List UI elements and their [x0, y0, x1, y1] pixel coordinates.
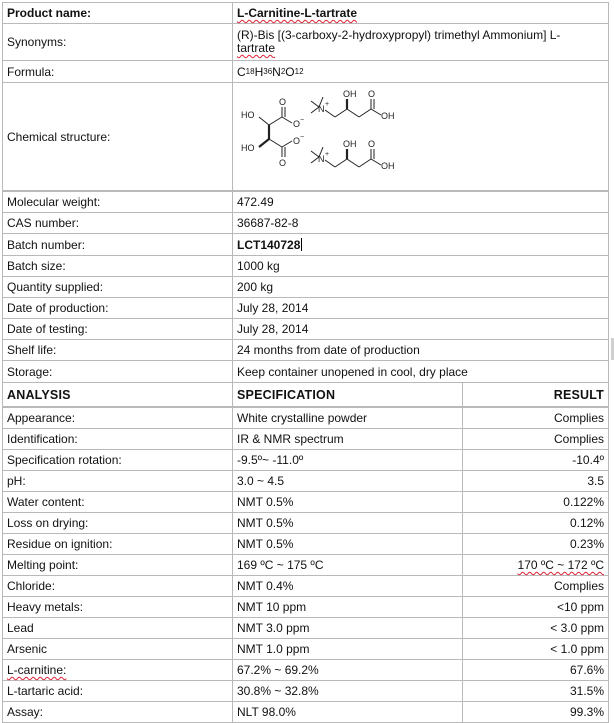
- info-label: Batch size:: [2, 256, 233, 276]
- info-value[interactable]: July 28, 2014: [233, 319, 609, 339]
- analysis-spec[interactable]: NMT 0.5%: [233, 492, 463, 512]
- analysis-result[interactable]: 99.3%: [569, 705, 604, 719]
- atom-oh-3: OH: [343, 138, 357, 149]
- info-label: Quantity supplied:: [2, 277, 233, 297]
- analysis-label: pH:: [7, 474, 26, 488]
- analysis-row: [2, 513, 609, 534]
- synonyms-line-2: tartrate: [237, 41, 276, 55]
- analysis-label: Lead: [7, 621, 34, 635]
- analysis-result[interactable]: 67.6%: [569, 663, 604, 677]
- analysis-label: Chloride:: [7, 579, 56, 593]
- synonyms-label: Synonyms:: [2, 24, 233, 60]
- analysis-label: L-carnitine:: [7, 663, 67, 677]
- product-name-value[interactable]: L-Carnitine-L-tartrate: [237, 6, 358, 20]
- analysis-result[interactable]: < 3.0 ppm: [550, 621, 604, 635]
- formula-value[interactable]: [233, 61, 609, 82]
- analysis-result[interactable]: Complies: [553, 411, 604, 425]
- analysis-label: Loss on drying:: [7, 516, 89, 530]
- chemical-structure-image[interactable]: [237, 87, 437, 187]
- info-label: Shelf life:: [2, 340, 233, 360]
- analysis-label: Arsenic: [7, 642, 48, 656]
- analysis-spec[interactable]: NMT 10 ppm: [233, 597, 463, 617]
- analysis-spec[interactable]: White crystalline powder: [233, 408, 463, 428]
- analysis-label: Residue on ignition:: [7, 537, 113, 551]
- charge-minus-1: −: [300, 116, 305, 124]
- analysis-row: [2, 492, 609, 513]
- analysis-result[interactable]: 0.12%: [569, 516, 604, 530]
- info-label: Storage:: [2, 361, 233, 382]
- analysis-row: [2, 597, 609, 618]
- info-value[interactable]: 200 kg: [233, 277, 609, 297]
- atom-o-3: O: [368, 88, 376, 99]
- info-value[interactable]: 36687-82-8: [233, 213, 609, 233]
- tartrate-structure: [259, 107, 292, 157]
- charge-plus-2: +: [325, 150, 330, 158]
- analysis-label: Assay:: [7, 705, 44, 719]
- analysis-spec[interactable]: NMT 0.4%: [233, 576, 463, 596]
- info-rows: [2, 191, 609, 383]
- analysis-label: Melting point:: [7, 558, 79, 572]
- analysis-spec[interactable]: 169 ºC ~ 175 ºC: [233, 555, 463, 575]
- atom-o-2: O: [279, 157, 287, 168]
- analysis-result[interactable]: 3.5: [587, 474, 604, 488]
- analysis-spec[interactable]: 30.8% ~ 32.8%: [233, 681, 463, 701]
- analysis-row: [2, 702, 609, 723]
- analysis-row: [2, 534, 609, 555]
- atom-oh-2: OH: [381, 110, 395, 121]
- analysis-row: [2, 471, 609, 492]
- formula-c-count: 18: [245, 67, 255, 76]
- coa-document: [2, 2, 609, 723]
- info-label: CAS number:: [2, 213, 233, 233]
- info-value[interactable]: 1000 kg: [233, 256, 609, 276]
- analysis-result[interactable]: < 1.0 ppm: [550, 642, 604, 656]
- analysis-spec[interactable]: NMT 0.5%: [233, 513, 463, 533]
- charge-minus-2: −: [300, 133, 305, 141]
- info-row-cas-number: [2, 213, 609, 234]
- product-name-row: [2, 2, 609, 24]
- analysis-header: ANALYSIS: [2, 383, 233, 406]
- analysis-label: Identification:: [7, 432, 78, 446]
- analysis-row: [2, 407, 609, 429]
- analysis-spec[interactable]: IR & NMR spectrum: [233, 429, 463, 449]
- formula-o-count: 12: [294, 67, 304, 76]
- info-row-shelf-life: [2, 340, 609, 361]
- analysis-result[interactable]: Complies: [553, 432, 604, 446]
- formula-o: O: [285, 64, 295, 79]
- analysis-spec[interactable]: NLT 98.0%: [233, 702, 463, 722]
- info-value[interactable]: 24 months from date of production: [233, 340, 609, 360]
- analysis-label: L-tartaric acid:: [7, 684, 84, 698]
- analysis-result[interactable]: 0.122%: [563, 495, 604, 509]
- text-cursor: [301, 238, 302, 251]
- formula-h-count: 36: [263, 67, 273, 76]
- analysis-result[interactable]: 170 ºC ~ 172 ºC: [517, 558, 604, 572]
- formula-label: Formula:: [2, 61, 233, 82]
- atom-oh-4: OH: [381, 160, 395, 171]
- atom-o-minus-2: O: [293, 135, 301, 146]
- info-label: Date of production:: [2, 298, 233, 318]
- analysis-label: Appearance:: [7, 411, 76, 425]
- analysis-row: [2, 429, 609, 450]
- analysis-row: [2, 450, 609, 471]
- analysis-spec[interactable]: NMT 0.5%: [233, 534, 463, 554]
- analysis-result[interactable]: 0.23%: [569, 537, 604, 551]
- analysis-label: Water content:: [7, 495, 85, 509]
- charge-plus-1: +: [325, 100, 330, 108]
- synonyms-row: [2, 24, 609, 61]
- specification-header: SPECIFICATION: [233, 383, 463, 406]
- analysis-row: [2, 576, 609, 597]
- info-row-quantity-supplied: [2, 277, 609, 298]
- analysis-rows: [2, 407, 609, 723]
- info-row-date-of-production: [2, 298, 609, 319]
- formula-c: C: [237, 64, 246, 79]
- analysis-result[interactable]: 31.5%: [569, 684, 604, 698]
- atom-o-4: O: [368, 138, 376, 149]
- synonyms-line-1: (R)-Bis [(3-carboxy-2-hydroxypropyl) trimethyl Ammonium] L-: [237, 28, 561, 42]
- analysis-spec[interactable]: 67.2% ~ 69.2%: [233, 660, 463, 680]
- atom-o-1: O: [279, 96, 287, 107]
- analysis-row: [2, 660, 609, 681]
- formula-n-count: 2: [280, 67, 286, 76]
- info-row-molecular-weight: [2, 191, 609, 213]
- info-row-storage: [2, 361, 609, 383]
- atom-n-1: N: [318, 103, 325, 114]
- formula-h: H: [254, 64, 264, 79]
- info-value[interactable]: 472.49: [233, 192, 609, 212]
- analysis-result[interactable]: <10 ppm: [556, 600, 604, 614]
- analysis-row: [2, 618, 609, 639]
- atom-ho-2: HO: [241, 142, 255, 153]
- analysis-spec[interactable]: 3.0 ~ 4.5: [233, 471, 463, 491]
- formula-n: N: [272, 64, 281, 79]
- analysis-spec[interactable]: -9.5º~ -11.0º: [233, 450, 463, 470]
- atom-oh-1: OH: [343, 88, 357, 99]
- analysis-label: Specification rotation:: [7, 453, 122, 467]
- info-row-batch-number: [2, 234, 609, 256]
- atom-ho-1: HO: [241, 109, 255, 120]
- analysis-label: Heavy metals:: [7, 600, 84, 614]
- info-label: Molecular weight:: [2, 192, 233, 212]
- analysis-result[interactable]: -10.4º: [572, 453, 604, 467]
- atom-o-minus-1: O: [293, 118, 301, 129]
- batch-number-field[interactable]: [233, 234, 609, 255]
- analysis-row: [2, 555, 609, 576]
- result-header: RESULT: [463, 383, 609, 406]
- info-value[interactable]: Keep container unopened in cool, dry place: [233, 361, 609, 382]
- info-label: Date of testing:: [2, 319, 233, 339]
- info-value[interactable]: July 28, 2014: [233, 298, 609, 318]
- analysis-result[interactable]: Complies: [553, 579, 604, 593]
- info-label: Batch number:: [2, 234, 233, 255]
- product-name-label: Product name:: [2, 3, 233, 23]
- synonyms-value[interactable]: [237, 29, 560, 55]
- atom-n-2: N: [318, 153, 325, 164]
- analysis-spec[interactable]: NMT 3.0 ppm: [233, 618, 463, 638]
- formula-row: [2, 61, 609, 83]
- analysis-header-row: [2, 383, 609, 407]
- info-value: LCT140728: [237, 237, 301, 252]
- info-row-date-of-testing: [2, 319, 609, 340]
- analysis-row: [2, 639, 609, 660]
- structure-label: Chemical structure:: [2, 83, 233, 190]
- structure-row: [2, 83, 609, 191]
- analysis-spec[interactable]: NMT 1.0 ppm: [233, 639, 463, 659]
- analysis-row: [2, 681, 609, 702]
- info-row-batch-size: [2, 256, 609, 277]
